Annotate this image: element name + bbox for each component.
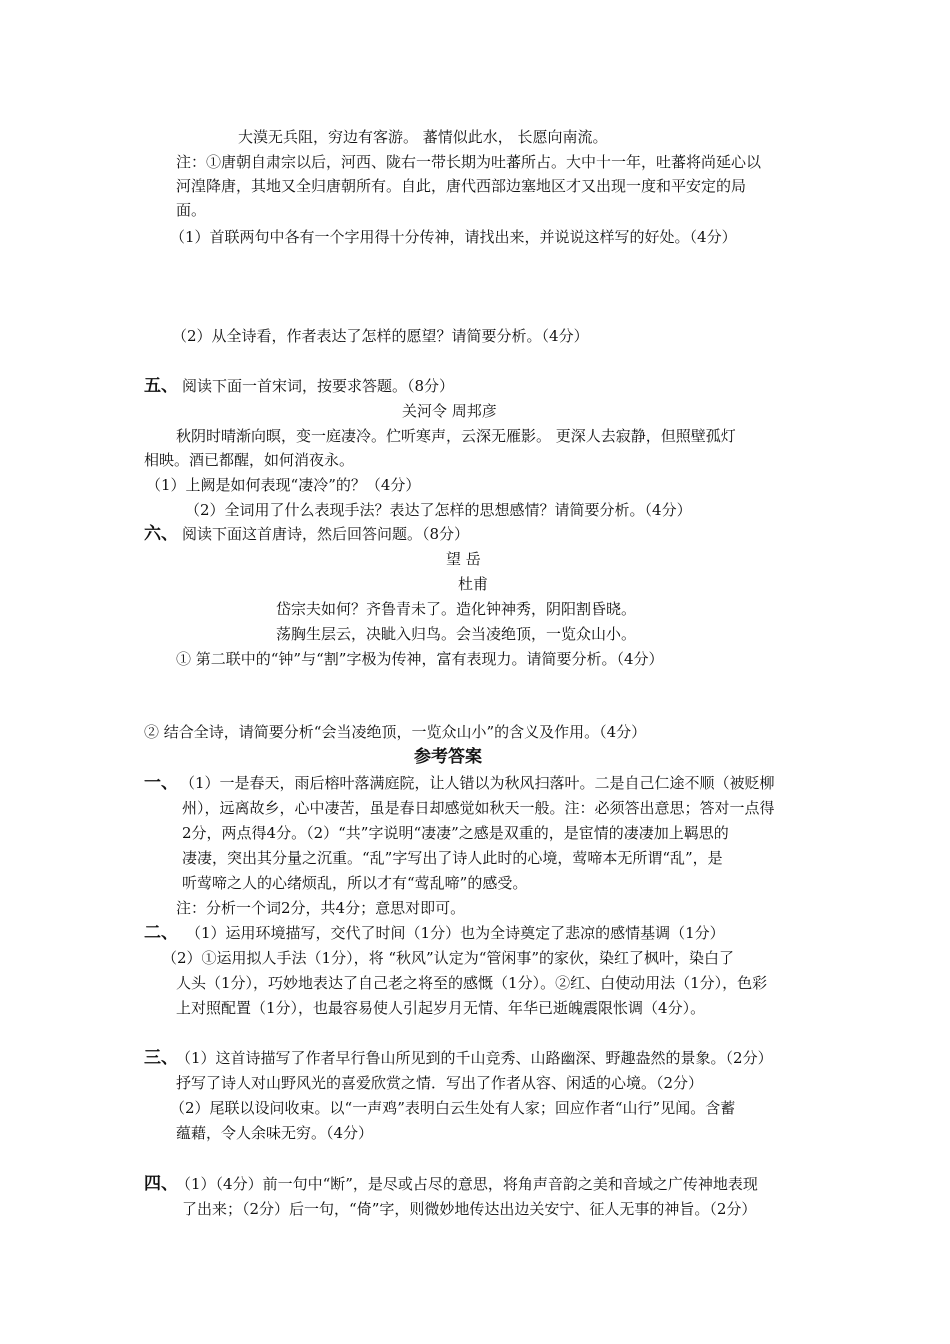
answer-line: 抒写了诗人对山野风光的喜爱欣赏之情．写出了作者从容、闲适的心境。（2分） xyxy=(176,1074,704,1092)
answer-1-number: 一、 xyxy=(144,773,178,793)
section-5-intro: 阅读下面一首宋词，按要求答题。（8分） xyxy=(182,377,455,395)
poem-line: 大漠无兵阻，穷边有客游。 蕃情似此水， 长愿向南流。 xyxy=(238,128,608,146)
answer-line: 人头（1分），巧妙地表达了自己老之将至的感慨（1分）。②红、白使动用法（1分），色彩 xyxy=(176,974,768,992)
section-6-intro: 阅读下面这首唐诗，然后回答问题。（8分） xyxy=(182,525,470,543)
question-5-1: （1）上阙是如何表现“凄冷”的？（4分） xyxy=(146,476,421,494)
poem-line: 岱宗夫如何？齐鲁青未了。造化钟神秀，阴阳割昏晓。 xyxy=(276,600,637,618)
question-6-1: ① 第二联中的“钟”与“割”字极为传神，富有表现力。请简要分析。（4分） xyxy=(176,650,664,668)
section-5-number: 五、 xyxy=(144,376,178,396)
poem-title: 望 岳 xyxy=(446,550,481,568)
answer-4-number: 四、 xyxy=(144,1174,178,1194)
poem-line: 荡胸生层云，决眦入归鸟。会当凌绝顶，一览众山小。 xyxy=(276,625,637,643)
answer-line: 州），远离故乡，心中凄苦，虽是春日却感觉如秋天一般。注：必须答出意思；答对一点得 xyxy=(182,799,775,817)
answer-line: （1）一是春天，雨后榕叶落满庭院，让人错以为秋风扫落叶。二是自己仁途不顺（被贬柳 xyxy=(180,774,775,792)
answer-line: （1）这首诗描写了作者早行鲁山所见到的千山竞秀、山路幽深、野趣盎然的景象。（2分） xyxy=(176,1049,773,1067)
answer-line: （1）（4分）前一句中“断”，是尽或占尽的意思，将角声音韵之美和音域之广传神地表现 xyxy=(176,1175,758,1193)
answer-line: 了出来；（2分）后一句，“倚”字，则微妙地传达出边关安宁、征人无事的神旨。（2分） xyxy=(182,1200,757,1218)
poem-author: 杜甫 xyxy=(458,575,489,593)
answer-line: 凄凄，突出其分量之沉重。“乱”字写出了诗人此时的心境，莺啼本无所谓“乱”，是 xyxy=(182,849,723,867)
answer-line: 听莺啼之人的心绪烦乱，所以才有“莺乱啼”的感受。 xyxy=(182,874,528,892)
answer-line: 2分，两点得4分。（2）“共”字说明“凄凄”之感是双重的，是宦情的凄凄加上羁思的 xyxy=(182,824,729,842)
answer-2-number: 二、 xyxy=(144,923,178,943)
answer-3-number: 三、 xyxy=(144,1048,178,1068)
poem-title: 关河令 周邦彦 xyxy=(402,402,497,420)
question-5-2: （2）全词用了什么表现手法？表达了怎样的思想感情？请简要分析。（4分） xyxy=(185,501,692,519)
poem-text: 秋阴时晴渐向暝，变一庭凄冷。伫听寒声，云深无雁影。 更深人去寂静，但照壁孤灯 xyxy=(176,427,736,445)
poem-text: 相映。酒已都醒，如何消夜永。 xyxy=(144,451,355,469)
note-line: 注：①唐朝自肃宗以后，河西、陇右一带长期为吐蕃所占。大中十一年，吐蕃将尚延心以 xyxy=(176,153,762,171)
section-6-number: 六、 xyxy=(144,524,178,544)
question-6-2: ② 结合全诗，请简要分析“会当凌绝顶，一览众山小”的含义及作用。（4分） xyxy=(144,723,647,741)
question-4-1: （1）首联两句中各有一个字用得十分传神，请找出来，并说说这样写的好处。（4分） xyxy=(170,228,737,246)
answers-heading: 参考答案 xyxy=(414,747,482,767)
answer-line: （2）尾联以设问收束。以“一声鸡”表明白云生处有人家；回应作者“山行”见闻。含蓄 xyxy=(170,1099,736,1117)
answer-note: 注：分析一个词2分，共4分；意思对即可。 xyxy=(176,899,466,917)
question-4-2: （2）从全诗看，作者表达了怎样的愿望？请简要分析。（4分） xyxy=(172,327,589,345)
note-line: 河湟降唐，其地又全归唐朝所有。自此，唐代西部边塞地区才又出现一度和平安定的局 xyxy=(176,177,747,195)
answer-line: （1）运用环境描写，交代了时间（1分）也为全诗奠定了悲凉的感情基调（1分） xyxy=(186,924,725,942)
note-line: 面。 xyxy=(176,201,207,219)
answer-line: 上对照配置（1分），也最容易使人引起岁月无情、年华已逝魄震限怅调（4分）。 xyxy=(176,999,706,1017)
answer-line: （2）①运用拟人手法（1分），将 “秋风”认定为“管闲事”的家伙，染红了枫叶，染白了 xyxy=(162,949,735,967)
answer-line: 蕴藉，令人余味无穷。（4分） xyxy=(176,1124,374,1142)
